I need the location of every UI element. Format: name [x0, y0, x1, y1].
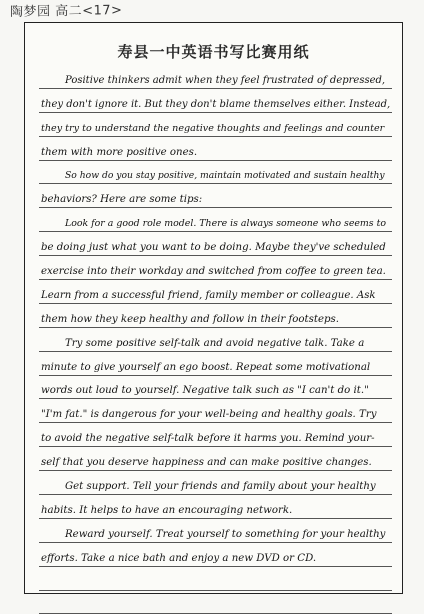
- handwritten-line-text: Learn from a successful friend, family member or colleague. Ask: [41, 289, 376, 301]
- handwritten-line-text: them with more positive ones.: [41, 146, 198, 158]
- ruled-line: [39, 65, 392, 89]
- ruled-line: [39, 328, 392, 352]
- ruled-line: [39, 376, 392, 400]
- ruled-line: [39, 567, 392, 591]
- handwritten-line-text: efforts. Take a nice bath and enjoy a new DVD or CD.: [41, 552, 317, 564]
- handwritten-line-text: Reward yourself. Treat yourself to something for your healthy: [65, 528, 386, 540]
- sheet-title: 寿县一中英语书写比赛用纸: [117, 43, 310, 61]
- ruled-line: [39, 256, 392, 280]
- writing-sheet: [24, 22, 403, 594]
- handwritten-line-text: habits. It helps to have an encouraging network.: [41, 504, 293, 516]
- ruled-line: [39, 495, 392, 519]
- handwritten-line-text: So how do you stay positive, maintain motivated and sustain healthy: [65, 170, 385, 182]
- handwritten-line-text: they don't ignore it. But they don't blame themselves either. Instead,: [41, 98, 391, 110]
- ruled-line: [39, 423, 392, 447]
- ruled-line: [39, 137, 392, 161]
- handwritten-line-text: Try some positive self-talk and avoid negative talk. Take a: [65, 337, 365, 349]
- ruled-lines: [39, 65, 392, 614]
- ruled-line: [39, 184, 392, 208]
- handwritten-line-text: Positive thinkers admit when they feel frustrated of depressed,: [65, 74, 386, 86]
- ruled-line: [39, 543, 392, 567]
- handwritten-line-text: Get support. Tell your friends and family about your healthy: [65, 481, 376, 493]
- handwritten-line-text: they try to understand the negative thoughts and feelings and counter: [41, 122, 385, 134]
- ruled-line: [39, 89, 392, 113]
- student-name-label: 陶梦园 高二<17>: [9, 3, 123, 20]
- ruled-line: [39, 232, 392, 256]
- ruled-line: [39, 304, 392, 328]
- ruled-line: [39, 352, 392, 376]
- ruled-line: [39, 471, 392, 495]
- handwritten-line-text: behaviors? Here are some tips:: [41, 194, 203, 206]
- handwritten-line-text: exercise into their workday and switched from coffee to green tea.: [41, 266, 386, 278]
- handwritten-line-text: to avoid the negative self-talk before it harms you. Remind your-: [41, 433, 375, 445]
- ruled-line: [39, 447, 392, 471]
- handwritten-line-text: them how they keep healthy and follow in their footsteps.: [41, 313, 339, 325]
- handwritten-line-text: Look for a good role model. There is always someone who seems to: [65, 218, 387, 230]
- ruled-line: [39, 399, 392, 423]
- ruled-line: [39, 591, 392, 614]
- handwritten-line-text: minute to give yourself an ego boost. Repeat some motivational: [41, 361, 371, 373]
- handwritten-line-text: be doing just what you want to be doing. Maybe they've scheduled: [41, 242, 386, 254]
- ruled-line: [39, 208, 392, 232]
- ruled-line: [39, 113, 392, 137]
- handwritten-line-text: self that you deserve happiness and can make positive changes.: [41, 457, 372, 469]
- handwritten-line-text: words out loud to yourself. Negative talk such as "I can't do it.": [41, 385, 369, 397]
- ruled-line: [39, 161, 392, 185]
- handwritten-line-text: "I'm fat." is dangerous for your well-being and healthy goals. Try: [41, 409, 377, 421]
- ruled-line: [39, 280, 392, 304]
- ruled-line: [39, 519, 392, 543]
